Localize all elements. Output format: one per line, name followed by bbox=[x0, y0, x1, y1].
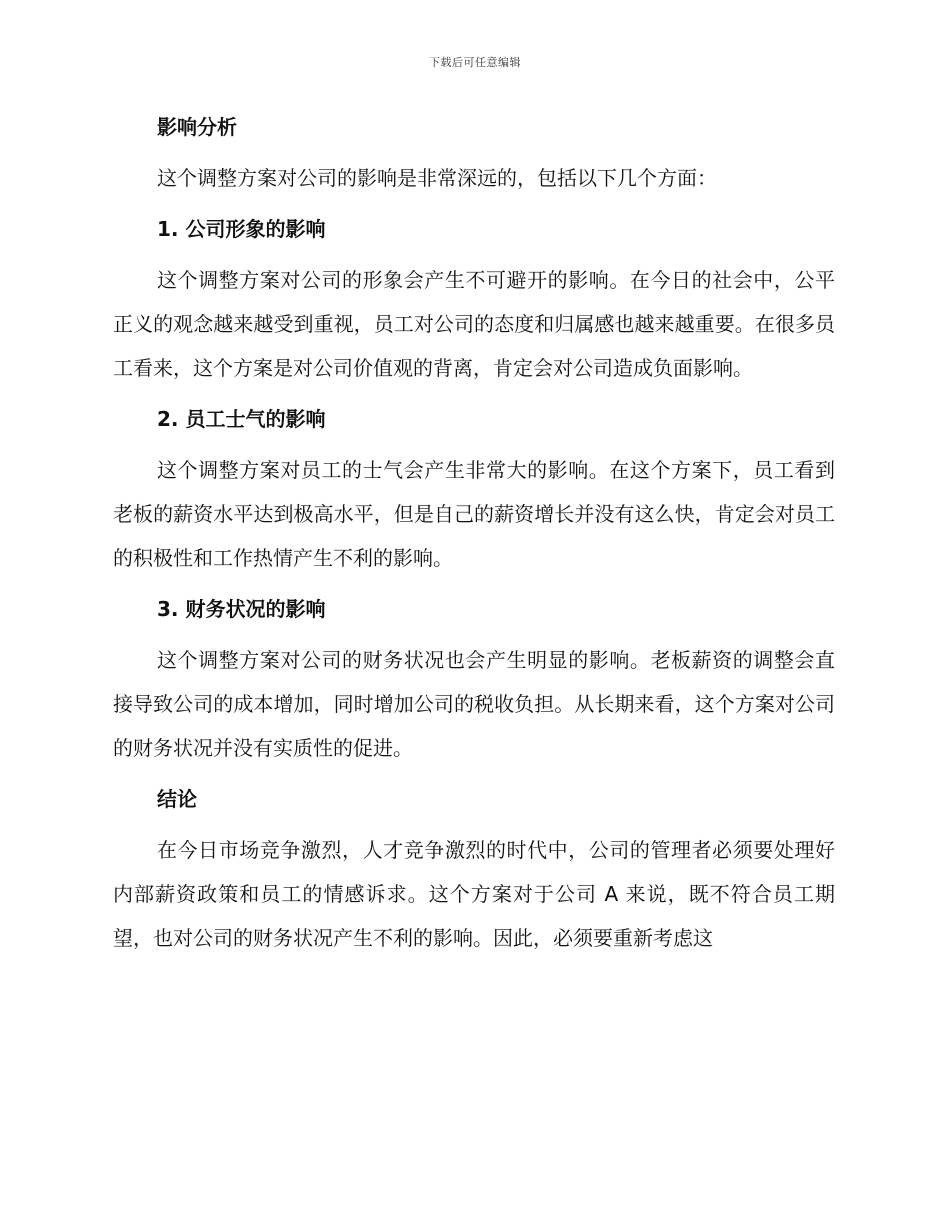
header-note: 下载后可任意编辑 bbox=[429, 56, 521, 69]
section-2-paragraph: 这个调整方案对员工的士气会产生非常大的影响。在这个方案下，员工看到老板的薪资水平达到极高水平，但是自己的薪资增长并没有这么快，肯定会对员工的积极性和工作热情产生不利的影响。 bbox=[113, 458, 835, 570]
section-2-heading: 2. 员工士气的影响 bbox=[157, 407, 326, 431]
conclusion-paragraph: 在今日市场竞争激烈，人才竞争激烈的时代中，公司的管理者必须要处理好内部薪资政策和员工的情感诉求。这个方案对于公司 A 来说，既不符合员工期望，也对公司的财务状况产生不利的影响。因此，必须要重新考虑这 bbox=[113, 838, 835, 950]
impact-intro-paragraph: 这个调整方案对公司的影响是非常深远的，包括以下几个方面： bbox=[157, 166, 717, 190]
section-3-paragraph: 这个调整方案对公司的财务状况也会产生明显的影响。老板薪资的调整会直接导致公司的成本增加，同时增加公司的税收负担。从长期来看，这个方案对公司的财务状况并没有实质性的促进。 bbox=[113, 648, 835, 760]
impact-analysis-heading: 影响分析 bbox=[157, 115, 237, 139]
section-1-paragraph: 这个调整方案对公司的形象会产生不可避开的影响。在今日的社会中，公平正义的观念越来越受到重视，员工对公司的态度和归属感也越来越重要。在很多员工看来，这个方案是对公司价值观的背离，肯定会对公司造成负面影响。 bbox=[113, 268, 835, 380]
section-3-heading: 3. 财务状况的影响 bbox=[157, 597, 326, 621]
document-body bbox=[113, 112, 835, 960]
conclusion-heading: 结论 bbox=[157, 787, 197, 811]
section-1-heading: 1. 公司形象的影响 bbox=[157, 217, 326, 241]
